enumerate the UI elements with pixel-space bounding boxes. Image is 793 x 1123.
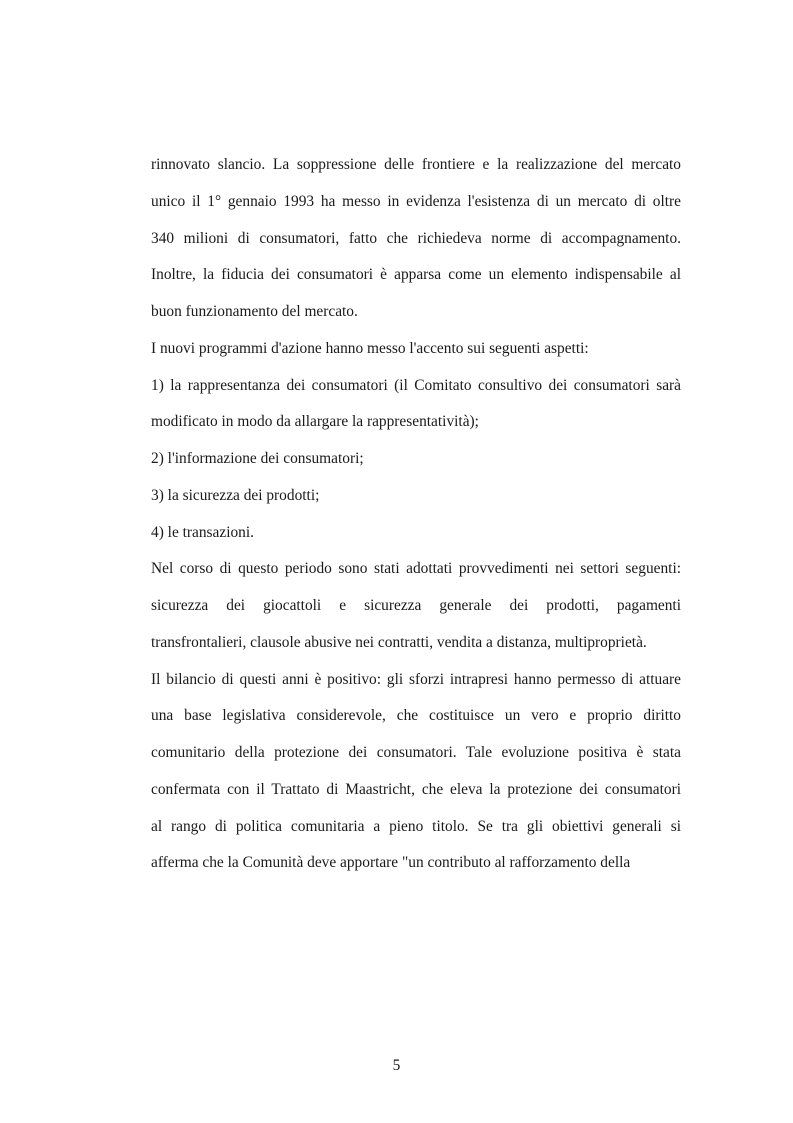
text-line: rinnovato slancio. La soppressione delle frontiere e la realizzazione del mercato bbox=[151, 156, 681, 173]
text-line: al rango di politica comunitaria a pieno titolo. Se tra gli obiettivi generali si bbox=[151, 817, 681, 835]
text-line: 1) la rappresentanza dei consumatori (il Comitato consultivo dei consumatori sarà bbox=[151, 376, 681, 394]
text-line: unico il 1° gennaio 1993 ha messo in evidenza l'esistenza di un mercato di oltre bbox=[151, 192, 681, 210]
text-line: comunitario della protezione dei consumatori. Tale evoluzione positiva è stata bbox=[151, 744, 681, 761]
text-line: Nel corso di questo periodo sono stati adottati provvedimenti nei settori seguenti: bbox=[151, 560, 681, 578]
text-line: buon funzionamento del mercato. bbox=[151, 303, 358, 320]
text-line: sicurezza dei giocattoli e sicurezza generale dei prodotti, pagamenti bbox=[151, 597, 681, 614]
text-line: afferma che la Comunità deve apportare "un contributo al rafforzamento della bbox=[151, 854, 631, 872]
text-line: una base legislativa considerevole, che costituisce un vero e proprio diritto bbox=[151, 707, 681, 725]
text-line: transfrontalieri, clausole abusive nei contratti, vendita a distanza, multiproprietà. bbox=[151, 633, 647, 651]
text-line: 340 milioni di consumatori, fatto che richiedeva norme di accompagnamento. bbox=[151, 229, 681, 247]
text-line: 2) l'informazione dei consumatori; bbox=[151, 450, 364, 467]
page-number: 5 bbox=[392, 1057, 401, 1074]
text-line: I nuovi programmi d'azione hanno messo l'accento sui seguenti aspetti: bbox=[151, 339, 589, 357]
body-text bbox=[151, 147, 681, 882]
text-line: Inoltre, la fiducia dei consumatori è apparsa come un elemento indispensabile al bbox=[151, 266, 681, 284]
text-line: 3) la sicurezza dei prodotti; bbox=[151, 486, 320, 504]
text-line: Il bilancio di questi anni è positivo: gli sforzi intrapresi hanno permesso di attuare bbox=[151, 670, 681, 688]
text-line: confermata con il Trattato di Maastricht, che eleva la protezione dei consumatori bbox=[151, 780, 681, 798]
text-line: 4) le transazioni. bbox=[151, 523, 254, 541]
text-line: modificato in modo da allargare la rappresentatività); bbox=[151, 413, 479, 431]
